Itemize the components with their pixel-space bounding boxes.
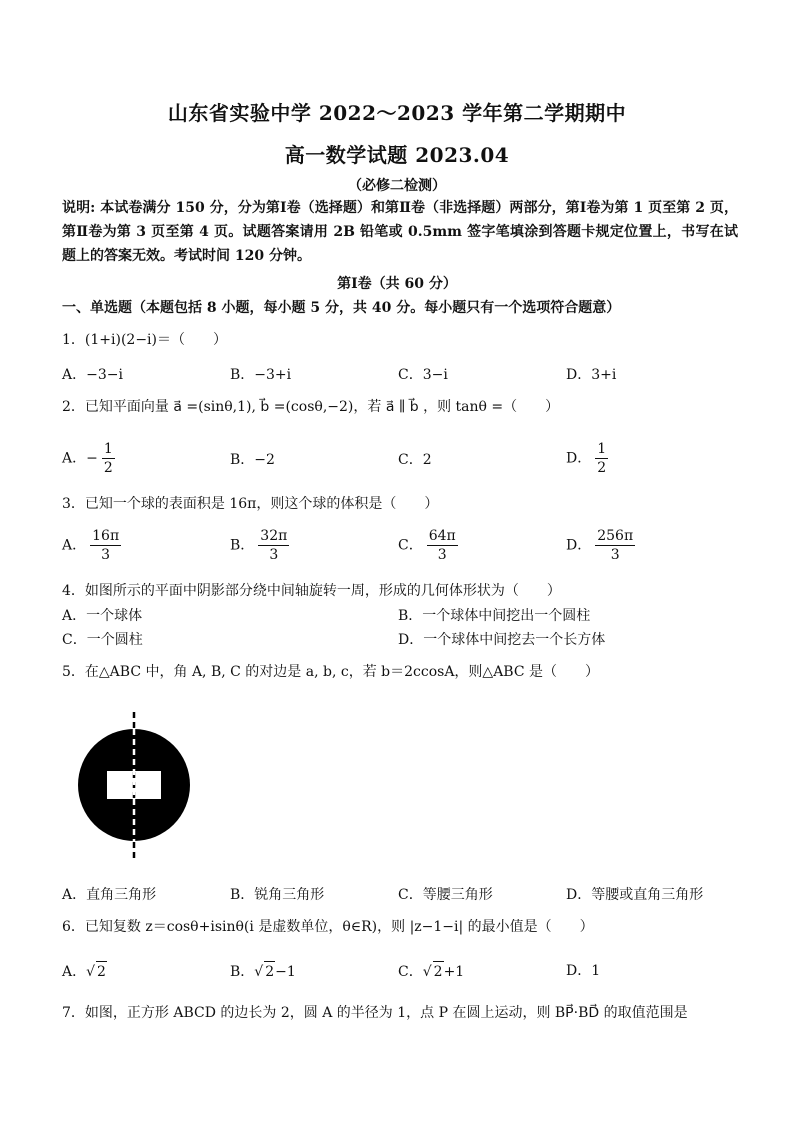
- question-6-stem: 6．已知复数 z＝cosθ+isinθ(i 是虚数单位，θ∈R)，则 |z−1−i| 的最小值是（ ）: [62, 919, 594, 935]
- option-label: A．: [62, 537, 87, 554]
- question-4-option-a: A．一个球体: [62, 608, 143, 624]
- option-label: C．: [398, 537, 423, 554]
- denominator: 3: [269, 547, 279, 563]
- question-2-option-d: [566, 440, 608, 477]
- fraction: [90, 527, 121, 564]
- section-heading: 一、单选题（本题包括 8 小题，每小题 5 分，共 40 分。每小题只有一个选项符合题意）: [62, 300, 621, 316]
- denominator: 3: [437, 547, 447, 563]
- question-2-option-a: [62, 440, 115, 477]
- question-5-option-c: C．等腰三角形: [398, 887, 493, 903]
- option-label: A．−: [62, 450, 98, 467]
- question-4-option-c: C．一个圆柱: [62, 632, 143, 648]
- option-label: B．: [230, 964, 255, 980]
- question-5-stem: 5．在△ABC 中，角 A, B, C 的对边是 a, b, c，若 b＝2ccosA，则△ABC 是（ ）: [62, 664, 600, 680]
- numerator: 32π: [260, 528, 288, 544]
- question-3-option-d: [566, 527, 635, 564]
- option-label: C．: [398, 964, 423, 980]
- question-5-option-d: D．等腰或直角三角形: [566, 887, 704, 903]
- fraction: [258, 527, 289, 564]
- question-3-option-a: [62, 527, 121, 564]
- question-6-option-a: A．√ 2: [62, 961, 107, 982]
- question-4-option-b: B．一个球体中间挖出一个圆柱: [398, 608, 591, 624]
- question-6-option-b: B．√ 2−1: [230, 961, 296, 982]
- denominator: 2: [103, 460, 113, 476]
- option-label: B．: [230, 537, 255, 554]
- question-5-option-a: A．直角三角形: [62, 887, 157, 903]
- question-2-option-c: C．2: [398, 452, 432, 468]
- question-6-option-d: D．1: [566, 963, 601, 979]
- radicand: 2: [264, 961, 275, 982]
- exam-subject-title: 高一数学试题 2023.04: [284, 143, 510, 167]
- numerator: 64π: [428, 528, 456, 544]
- numerator: 1: [103, 441, 113, 457]
- numerator: 256π: [597, 528, 634, 544]
- question-1-stem: 1．(1+i)(2−i)＝（ ）: [62, 332, 227, 348]
- numerator: 1: [597, 441, 607, 457]
- volume-heading: 第Ⅰ卷（共 60 分）: [337, 276, 457, 292]
- radicand: 2: [433, 961, 444, 982]
- question-1-option-c: C．3−i: [398, 367, 448, 383]
- question-2-stem: 2．已知平面向量 a⃗ =(sinθ,1), b⃗ =(cosθ,−2)，若 a⃗ ∥ b⃗ ，则 tanθ =（ ）: [62, 399, 560, 415]
- denominator: 3: [101, 547, 111, 563]
- fraction: [595, 440, 608, 477]
- question-3-option-b: [230, 527, 289, 564]
- exam-title: 山东省实验中学 2022～2023 学年第二学期期中: [167, 101, 627, 125]
- option-label: A．: [62, 964, 87, 980]
- question-1-option-d: D．3+i: [566, 367, 617, 383]
- question-3-stem: 3．已知一个球的表面积是 16π，则这个球的体积是（ ）: [62, 496, 439, 512]
- radicand: 2: [96, 961, 107, 982]
- suffix: −1: [275, 964, 296, 980]
- fraction: [427, 527, 458, 564]
- question-3-option-c: [398, 527, 458, 564]
- question-4-stem: 4．如图所示的平面中阴影部分绕中间轴旋转一周，形成的几何体形状为（ ）: [62, 583, 561, 599]
- option-label: D．: [566, 450, 592, 467]
- question-7-stem: 7．如图，正方形 ABCD 的边长为 2，圆 A 的半径为 1，点 P 在圆上运动，则 BP⃗·BD⃗ 的取值范围是: [62, 1005, 688, 1021]
- denominator: 2: [597, 460, 607, 476]
- question-1-option-a: A．−3−i: [62, 367, 123, 383]
- question-5-option-b: B．锐角三角形: [230, 887, 325, 903]
- fraction: [102, 440, 115, 477]
- question-1-option-b: B．−3+i: [230, 367, 292, 383]
- rotation-figure-icon: [74, 710, 194, 860]
- question-2-option-b: B．−2: [230, 452, 275, 468]
- exam-instructions: 说明: 本试卷满分 150 分，分为第Ⅰ卷（选择题）和第Ⅱ卷（非选择题）两部分，第Ⅰ卷为第 1 页至第 2 页，第Ⅱ卷为第 3 页至第 4 页。试题答案请用 2B 铅笔或 0.5mm 签字笔填涂到答题卡规定位置上，书写在试题上的答案无效。考试时间 120 分钟。: [62, 200, 738, 264]
- question-4-option-d: D．一个球体中间挖去一个长方体: [398, 632, 606, 648]
- suffix: +1: [443, 964, 465, 980]
- question-6-option-c: C．√ 2+1: [398, 961, 464, 982]
- option-label: D．: [566, 537, 592, 554]
- denominator: 3: [610, 547, 620, 563]
- fraction: [595, 527, 635, 564]
- exam-subtitle: （必修二检测）: [348, 178, 446, 194]
- numerator: 16π: [92, 528, 120, 544]
